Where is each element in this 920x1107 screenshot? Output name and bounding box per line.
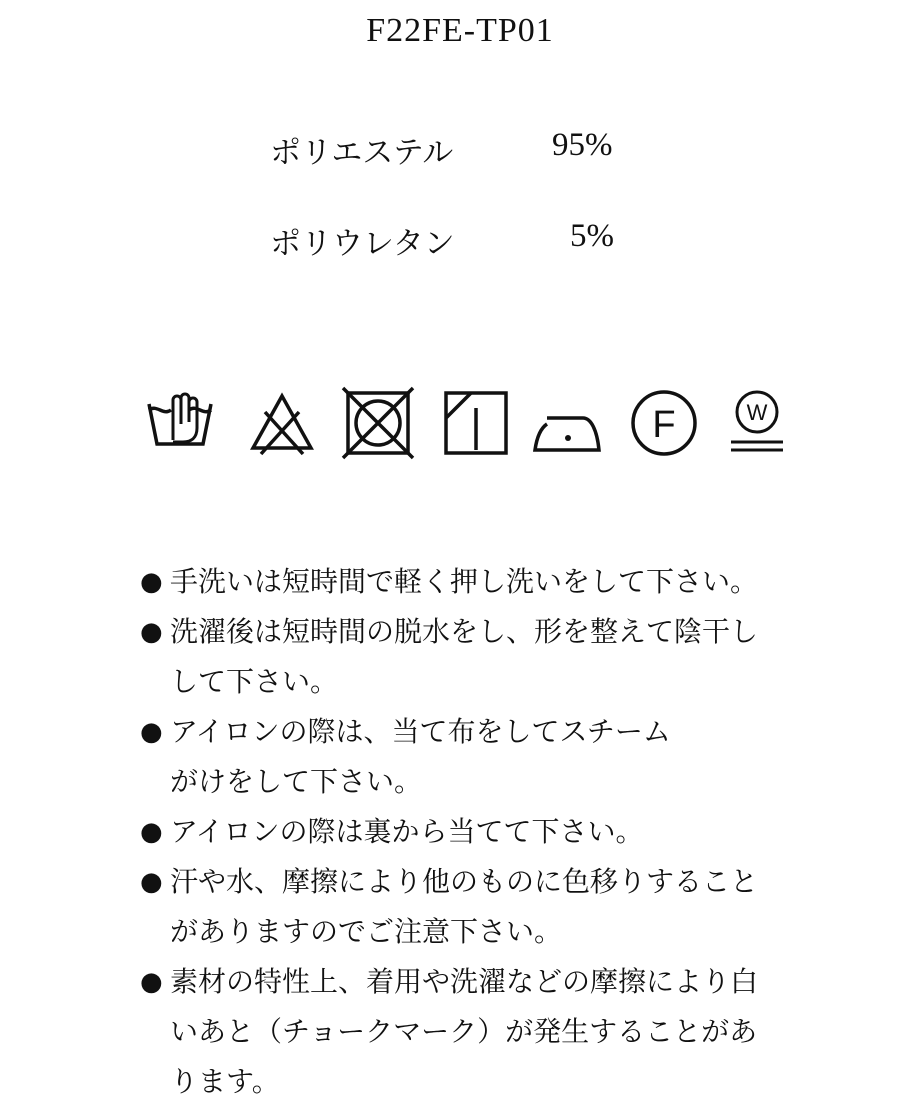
care-notes: [140, 557, 840, 1107]
bullet-icon: ●: [140, 867, 163, 897]
bullet-icon: ●: [140, 717, 163, 747]
bullet-icon: ●: [140, 817, 163, 847]
material-name: ポリエステル: [270, 135, 454, 171]
no-tumble-dry-icon: [343, 388, 413, 458]
product-code: F22FE-TP01: [366, 12, 554, 49]
bullet-icon: ●: [140, 967, 163, 997]
care-note: ● 洗濯後は短時間の脱水をし、形を整えて陰干し して下さい。: [140, 607, 840, 707]
composition-row: [270, 127, 613, 172]
drip-dry-shade-icon: [441, 388, 511, 458]
iron-low-icon: [533, 388, 609, 458]
material-percent: 95%: [552, 127, 613, 163]
care-note: ● 汗や水、摩擦により他のものに色移りすること がありますのでご注意下さい。: [140, 857, 840, 957]
care-note: ● 手洗いは短時間で軽く押し洗いをして下さい。: [140, 557, 840, 607]
bullet-icon: ●: [140, 567, 163, 597]
care-note: ● アイロンの際は、当て布をしてスチーム がけをして下さい。: [140, 707, 840, 807]
care-symbols: [145, 388, 785, 468]
composition-row: [270, 218, 614, 263]
care-note: ● 素材の特性上、着用や洗濯などの摩擦により白 いあと（チョークマーク）が発生することがあ ります。: [140, 957, 840, 1107]
bullet-icon: ●: [140, 617, 163, 647]
care-note: ● アイロンの際は裏から当てて下さい。: [140, 807, 840, 857]
no-bleach-icon: [247, 388, 317, 458]
material-percent: 5%: [570, 218, 614, 254]
wet-clean-letter: W: [746, 400, 768, 425]
hand-wash-icon: [145, 388, 215, 458]
wet-clean-w-icon: [727, 388, 787, 458]
material-name: ポリウレタン: [270, 226, 455, 262]
dry-clean-letter: F: [652, 404, 676, 446]
dry-clean-f-icon: [629, 388, 699, 458]
